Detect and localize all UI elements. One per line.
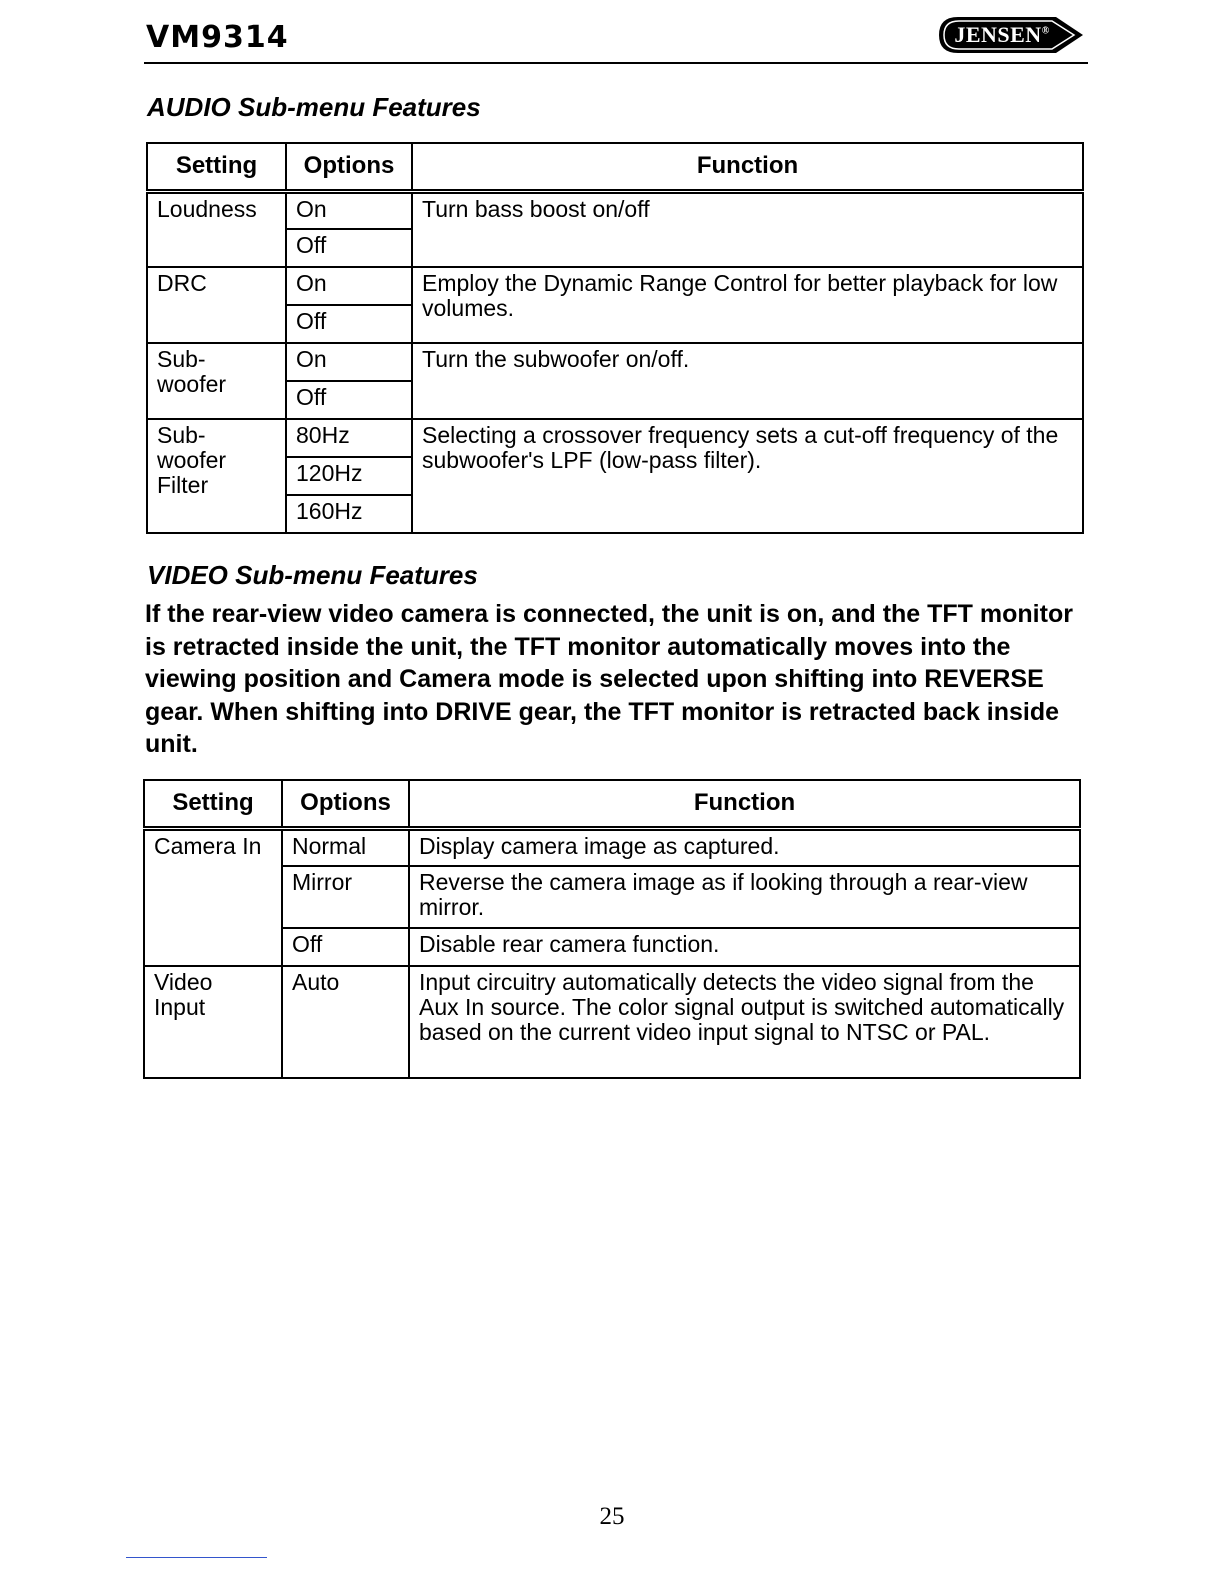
table-row xyxy=(147,419,1083,457)
setting-cell: Camera In xyxy=(144,828,282,966)
setting-cell xyxy=(147,343,286,419)
option-cell: Auto xyxy=(282,966,409,1078)
jensen-logo xyxy=(938,16,1084,54)
function-cell: Employ the Dynamic Range Control for better playback for low volumes. xyxy=(412,267,1083,343)
function-cell: Input circuitry automatically detects the video signal from the Aux In source. The color signal output is switched automatically based on the current video input signal to NTSC or PAL. xyxy=(409,966,1080,1078)
option-cell: Off xyxy=(286,229,412,267)
audio-features-table xyxy=(146,142,1084,534)
column-header-function: Function xyxy=(409,780,1080,828)
function-cell: Selecting a crossover frequency sets a cut-off frequency of the subwoofer's LPF (low-pass filter). xyxy=(412,419,1083,533)
option-cell: 120Hz xyxy=(286,457,412,495)
column-header-setting: Setting xyxy=(147,143,286,191)
page-number: 25 xyxy=(599,1503,625,1530)
table-row xyxy=(147,267,1083,305)
table-header-row xyxy=(147,143,1083,191)
setting-line: woofer xyxy=(157,447,227,473)
table-row xyxy=(144,828,1080,866)
column-header-options: Options xyxy=(286,143,412,191)
setting-line: Filter xyxy=(157,472,209,498)
table-row xyxy=(147,191,1083,229)
table-row xyxy=(144,966,1080,1078)
video-description-paragraph: If the rear-view video camera is connected, the unit is on, and the TFT monitor is retracted inside the unit, the TFT monitor automatically moves into the viewing position and Camera mode is selected upon shifting into REVERSE gear. When shifting into DRIVE gear, the TFT monitor is retracted back inside unit. xyxy=(145,600,1073,758)
table-row xyxy=(147,343,1083,381)
option-cell: On xyxy=(286,267,412,305)
setting-cell: DRC xyxy=(147,267,286,343)
function-cell: Display camera image as captured. xyxy=(409,828,1080,866)
footer-divider xyxy=(126,1557,267,1558)
table-row xyxy=(144,866,1080,928)
table-row xyxy=(144,928,1080,966)
setting-line: Input xyxy=(154,994,206,1020)
option-cell: Off xyxy=(286,381,412,419)
setting-cell: Loudness xyxy=(147,191,286,267)
function-cell: Disable rear camera function. xyxy=(409,928,1080,966)
option-cell: Normal xyxy=(282,828,409,866)
column-header-function: Function xyxy=(412,143,1083,191)
video-section-title: VIDEO Sub-menu Features xyxy=(147,560,478,590)
option-cell: Off xyxy=(282,928,409,966)
logo-brand-text: JENSEN® xyxy=(954,22,1050,47)
function-cell: Turn the subwoofer on/off. xyxy=(412,343,1083,419)
video-features-table xyxy=(143,779,1081,1079)
option-cell: Mirror xyxy=(282,866,409,928)
setting-line: Video xyxy=(154,969,213,995)
table-header-row xyxy=(144,780,1080,828)
option-cell: 80Hz xyxy=(286,419,412,457)
setting-line: Sub- xyxy=(157,346,206,372)
column-header-options: Options xyxy=(282,780,409,828)
model-number: VM9314 xyxy=(146,20,289,55)
setting-line: woofer xyxy=(157,371,227,397)
option-cell: On xyxy=(286,343,412,381)
function-cell: Reverse the camera image as if looking through a rear-view mirror. xyxy=(409,866,1080,928)
option-cell: On xyxy=(286,191,412,229)
setting-cell xyxy=(144,966,282,1078)
setting-cell xyxy=(147,419,286,533)
audio-section-title: AUDIO Sub-menu Features xyxy=(147,92,481,122)
setting-line: Sub- xyxy=(157,422,206,448)
option-cell: 160Hz xyxy=(286,495,412,533)
page-header xyxy=(144,14,1088,64)
function-cell: Turn bass boost on/off xyxy=(412,191,1083,267)
column-header-setting: Setting xyxy=(144,780,282,828)
option-cell: Off xyxy=(286,305,412,343)
